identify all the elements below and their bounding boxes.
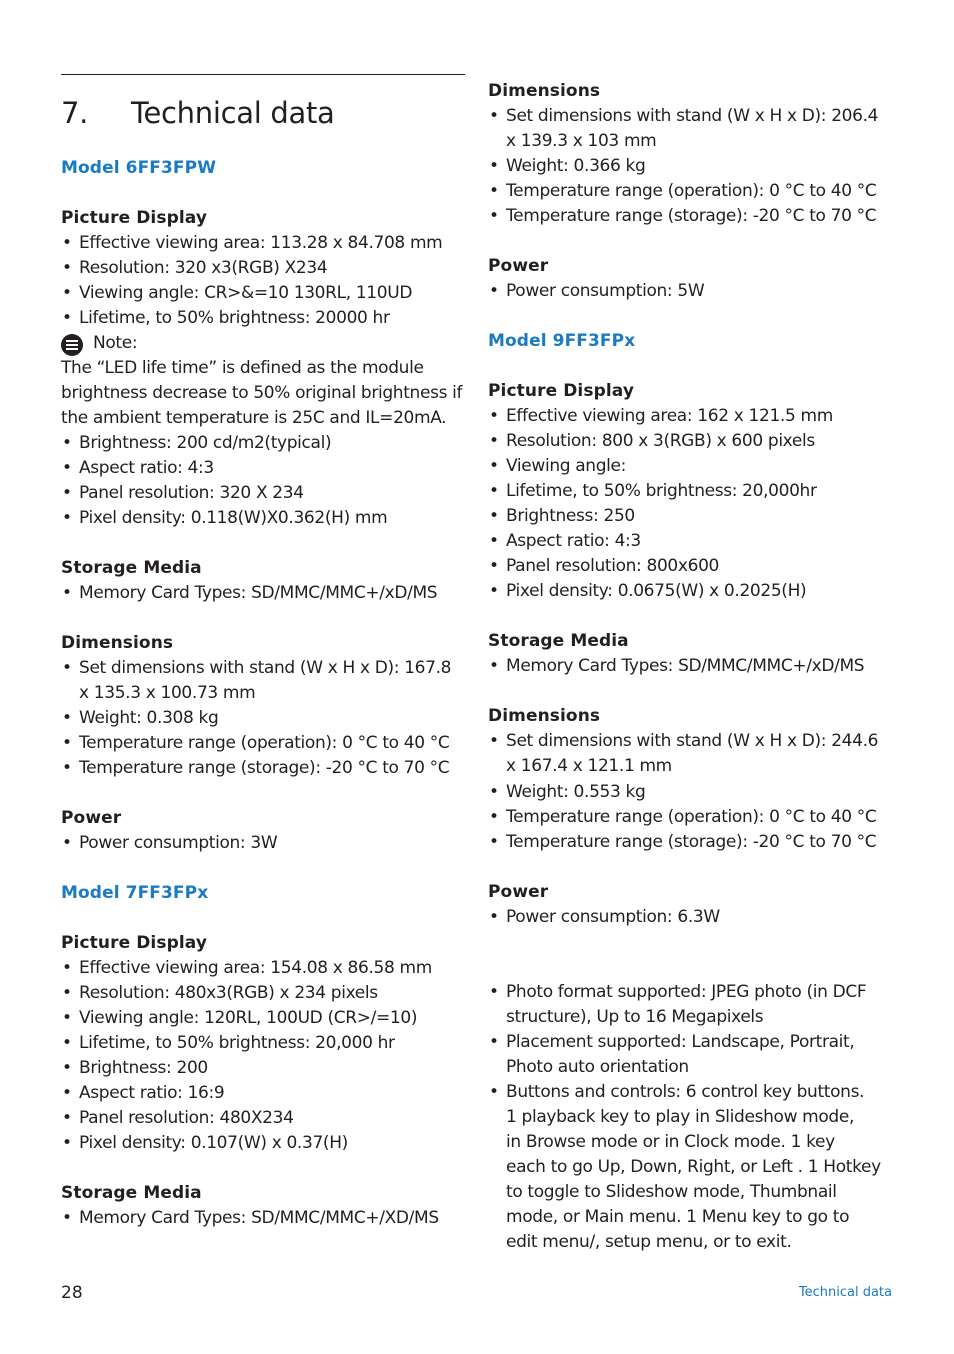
- section-heading-picture-display: Picture Display: [61, 933, 208, 953]
- list-item: • Lifetime, to 50% brightness: 20,000 hr: [61, 1031, 465, 1056]
- list-item: • Panel resolution: 800x600: [488, 554, 898, 579]
- list-item-continuation: 1 playback key to play in Slideshow mode,: [506, 1107, 855, 1127]
- list-item-continuation: to toggle to Slideshow mode, Thumbnail: [506, 1182, 837, 1202]
- list-item: • Lifetime, to 50% brightness: 20,000hr: [488, 479, 898, 504]
- list-item: • Temperature range (operation): 0 °C to 40 °C: [488, 179, 898, 204]
- list-item-continuation: in Browse mode or in Clock mode. 1 key: [506, 1132, 835, 1152]
- list-item: • Lifetime, to 50% brightness: 20000 hr: [61, 306, 465, 331]
- note-text-line: the ambient temperature is 25C and IL=20mA.: [61, 408, 447, 428]
- list-item: • Memory Card Types: SD/MMC/MMC+/xD/MS: [61, 581, 465, 606]
- list-item-continuation: each to go Up, Down, Right, or Left . 1 Hotkey: [506, 1157, 881, 1177]
- list-item: • Pixel density: 0.107(W) x 0.37(H): [61, 1131, 465, 1156]
- list-item-continuation: x 139.3 x 103 mm: [506, 131, 657, 151]
- footer-section-label: Technical data: [798, 1285, 892, 1300]
- list-item: • Weight: 0.553 kg: [488, 780, 898, 805]
- model-title-9ff3fpx: Model 9FF3FPx: [488, 331, 636, 351]
- section-heading-dimensions: Dimensions: [488, 706, 601, 726]
- list-item: • Effective viewing area: 162 x 121.5 mm: [488, 404, 898, 429]
- section-heading-storage-media: Storage Media: [61, 1183, 202, 1203]
- list-item: • Temperature range (storage): -20 °C to 70 °C: [488, 204, 898, 229]
- list-item: • Temperature range (operation): 0 °C to 40 °C: [61, 731, 465, 756]
- list-item: • Temperature range (storage): -20 °C to 70 °C: [488, 830, 898, 855]
- list-item: • Power consumption: 6.3W: [488, 905, 898, 930]
- list-item-continuation: structure), Up to 16 Megapixels: [506, 1007, 764, 1027]
- note-icon: [61, 334, 83, 356]
- list-item: • Temperature range (operation): 0 °C to 40 °C: [488, 805, 898, 830]
- list-item: • Effective viewing area: 154.08 x 86.58 mm: [61, 956, 465, 981]
- section-heading-power: Power: [488, 882, 549, 902]
- list-item: • Power consumption: 5W: [488, 279, 898, 304]
- top-rule: [61, 74, 465, 75]
- list-item: • Placement supported: Landscape, Portrait,: [488, 1030, 898, 1055]
- section-heading-picture-display: Picture Display: [61, 208, 208, 228]
- list-item: • Set dimensions with stand (W x H x D): 167.8: [61, 656, 465, 681]
- list-item: • Set dimensions with stand (W x H x D): 206.4: [488, 104, 898, 129]
- section-heading-dimensions: Dimensions: [61, 633, 174, 653]
- list-item: • Temperature range (storage): -20 °C to 70 °C: [61, 756, 465, 781]
- list-item: • Photo format supported: JPEG photo (in DCF: [488, 980, 898, 1005]
- list-item: • Viewing angle:: [488, 454, 898, 479]
- list-item: • Aspect ratio: 16:9: [61, 1081, 465, 1106]
- model-title-7ff3fpx: Model 7FF3FPx: [61, 883, 209, 903]
- page-number: 28: [61, 1283, 83, 1303]
- list-item: • Resolution: 800 x 3(RGB) x 600 pixels: [488, 429, 898, 454]
- list-item: • Memory Card Types: SD/MMC/MMC+/xD/MS: [488, 654, 898, 679]
- note-text-line: The “LED life time” is defined as the module: [61, 358, 424, 378]
- list-item: • Aspect ratio: 4:3: [488, 529, 898, 554]
- section-heading-power: Power: [488, 256, 549, 276]
- list-item: • Power consumption: 3W: [61, 831, 465, 856]
- list-item: • Set dimensions with stand (W x H x D): 244.6: [488, 729, 898, 754]
- section-heading-storage-media: Storage Media: [488, 631, 629, 651]
- list-item: • Effective viewing area: 113.28 x 84.708 mm: [61, 231, 465, 256]
- list-item-continuation: x 167.4 x 121.1 mm: [506, 756, 672, 776]
- list-item: • Resolution: 480x3(RGB) x 234 pixels: [61, 981, 465, 1006]
- list-item: • Viewing angle: CR>&=10 130RL, 110UD: [61, 281, 465, 306]
- section-heading-storage-media: Storage Media: [61, 558, 202, 578]
- list-item: • Brightness: 200 cd/m2(typical): [61, 431, 465, 456]
- list-item: • Brightness: 250: [488, 504, 898, 529]
- list-item: • Aspect ratio: 4:3: [61, 456, 465, 481]
- list-item: • Weight: 0.308 kg: [61, 706, 465, 731]
- chapter-number: 7.: [61, 96, 89, 130]
- list-item: • Brightness: 200: [61, 1056, 465, 1081]
- list-item: • Resolution: 320 x3(RGB) X234: [61, 256, 465, 281]
- list-item: • Buttons and controls: 6 control key buttons.: [488, 1080, 898, 1105]
- list-item-continuation: edit menu/, setup menu, or to exit.: [506, 1232, 792, 1252]
- note-row: [61, 331, 465, 356]
- note-label: Note:: [93, 333, 138, 353]
- list-item-continuation: Photo auto orientation: [506, 1057, 689, 1077]
- list-item: • Pixel density: 0.0675(W) x 0.2025(H): [488, 579, 898, 604]
- list-item: • Viewing angle: 120RL, 100UD (CR>/=10): [61, 1006, 465, 1031]
- chapter-heading: [61, 96, 335, 130]
- section-heading-picture-display: Picture Display: [488, 381, 635, 401]
- model-title-6ff3fpw: Model 6FF3FPW: [61, 158, 217, 178]
- list-item: • Pixel density: 0.118(W)X0.362(H) mm: [61, 506, 465, 531]
- note-text-line: brightness decrease to 50% original brightness if: [61, 383, 463, 403]
- list-item-continuation: mode, or Main menu. 1 Menu key to go to: [506, 1207, 850, 1227]
- section-heading-power: Power: [61, 808, 122, 828]
- chapter-title: Technical data: [131, 96, 335, 130]
- list-item: • Panel resolution: 320 X 234: [61, 481, 465, 506]
- list-item: • Memory Card Types: SD/MMC/MMC+/XD/MS: [61, 1206, 465, 1231]
- list-item: • Weight: 0.366 kg: [488, 154, 898, 179]
- list-item: • Panel resolution: 480X234: [61, 1106, 465, 1131]
- section-heading-dimensions: Dimensions: [488, 81, 601, 101]
- list-item-continuation: x 135.3 x 100.73 mm: [79, 683, 256, 703]
